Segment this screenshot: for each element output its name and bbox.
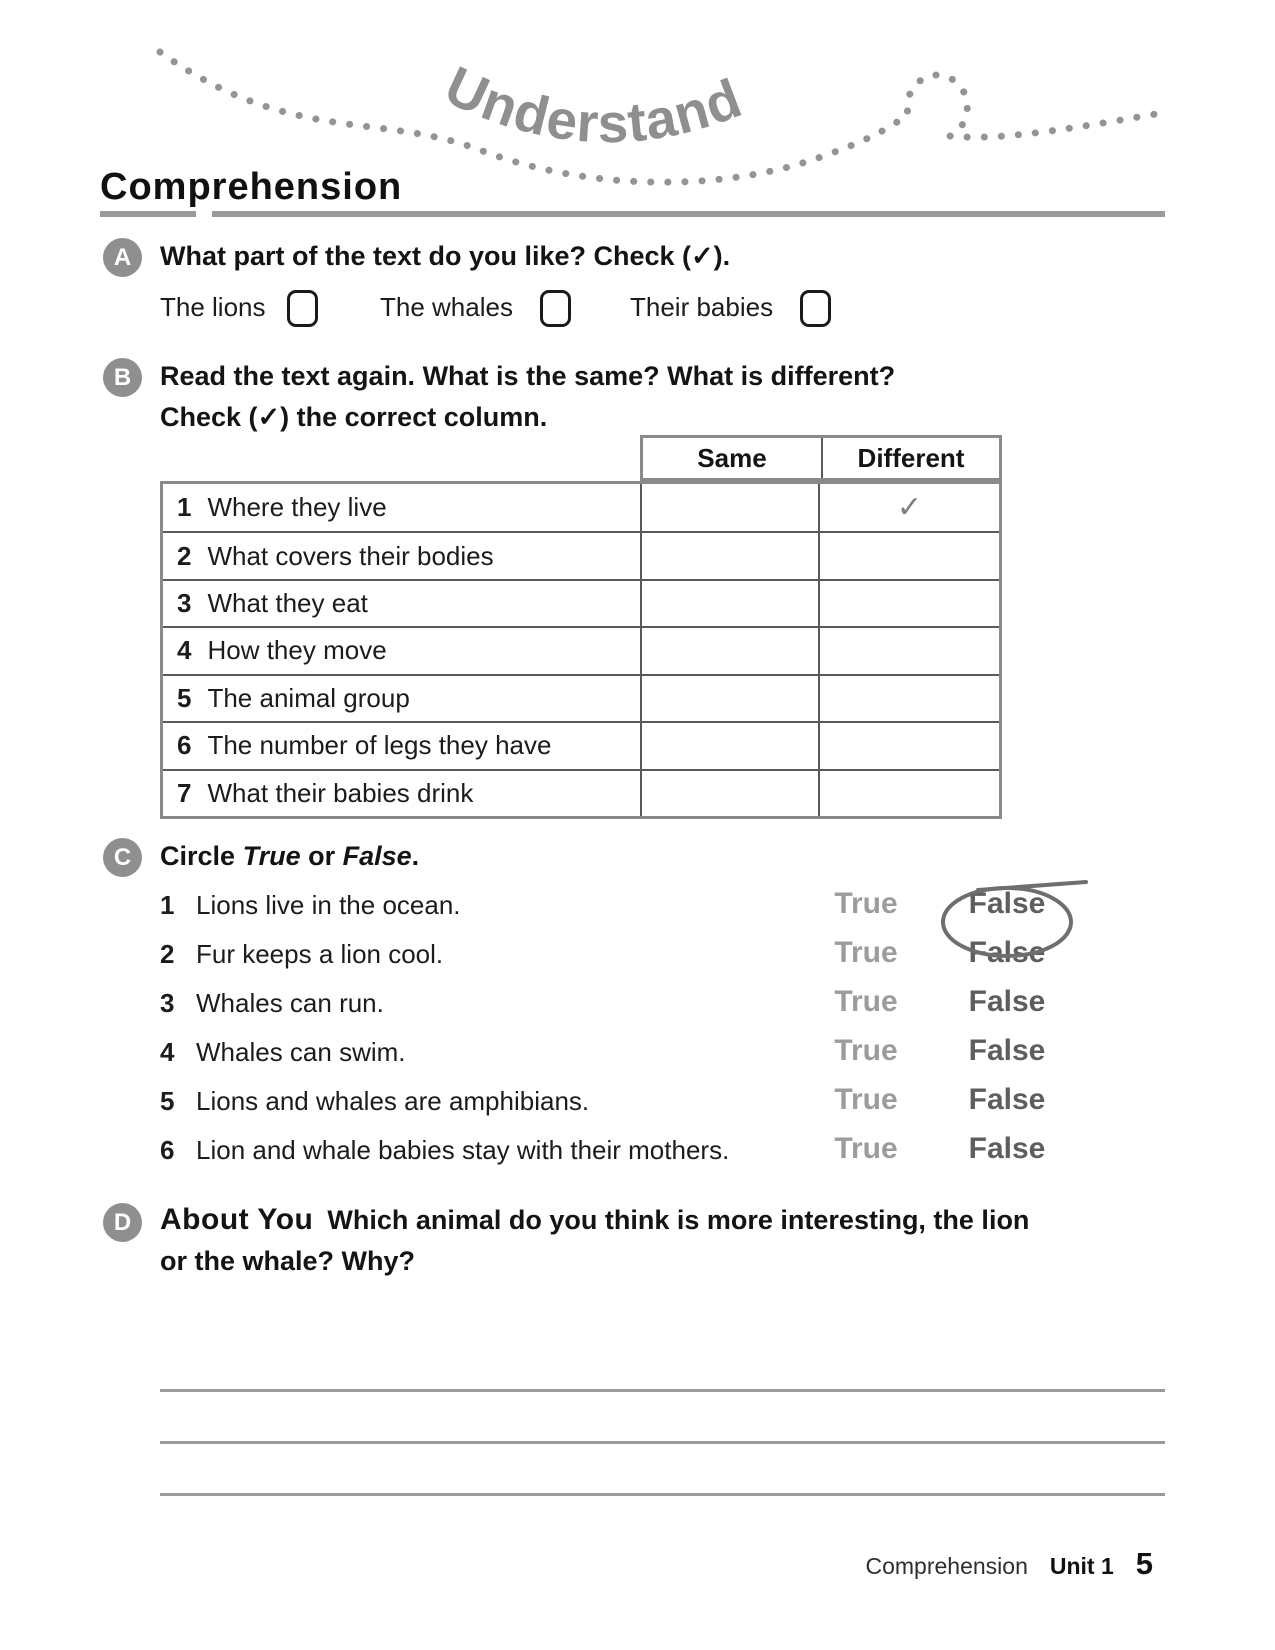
row-label bbox=[163, 723, 640, 768]
true-option-4[interactable]: True bbox=[834, 1034, 898, 1067]
table-row bbox=[163, 484, 999, 531]
true-option-3[interactable]: True bbox=[834, 985, 898, 1018]
tf-item-number: 6 bbox=[160, 1135, 175, 1165]
section-d-prompt-line1 bbox=[160, 1203, 1029, 1237]
cell-same-2[interactable] bbox=[640, 533, 818, 578]
row-number: 1 bbox=[177, 492, 192, 523]
row-number: 5 bbox=[177, 682, 192, 713]
tf-item-number: 4 bbox=[160, 1037, 175, 1067]
section-a-prompt: What part of the text do you like? Check (✓). bbox=[160, 241, 731, 271]
row-label bbox=[163, 581, 640, 626]
cell-different-5[interactable] bbox=[818, 676, 999, 721]
option-label-the-whales: The whales bbox=[380, 292, 513, 322]
checkbox-the-lions[interactable] bbox=[287, 290, 318, 327]
svg-text:Understand bbox=[436, 54, 750, 155]
section-b-prompt-line1: Read the text again. What is the same? What is different? bbox=[160, 361, 896, 391]
table-row bbox=[163, 531, 999, 578]
about-you-title: About You bbox=[160, 1203, 314, 1236]
table-column-same: Same bbox=[697, 442, 767, 473]
cell-different-4[interactable] bbox=[818, 628, 999, 673]
cell-different-6[interactable] bbox=[818, 723, 999, 768]
tf-item-text: Whales can swim. bbox=[196, 1037, 406, 1067]
tf-item-number: 1 bbox=[160, 890, 175, 920]
cell-same-1[interactable] bbox=[640, 484, 818, 531]
section-c-prompt bbox=[160, 841, 419, 872]
row-label bbox=[163, 628, 640, 673]
table-row bbox=[163, 579, 999, 626]
cell-different-1[interactable]: ✓ bbox=[818, 484, 999, 531]
table-row bbox=[163, 674, 999, 721]
true-option-5[interactable]: True bbox=[834, 1083, 898, 1116]
row-text: How they move bbox=[207, 635, 387, 666]
table-column-different: Different bbox=[821, 438, 999, 478]
section-b-prompt-line2: Check (✓) the correct column. bbox=[160, 402, 548, 432]
option-label-their-babies: Their babies bbox=[630, 292, 774, 322]
section-a-badge: A bbox=[103, 238, 142, 277]
tf-item-text: Lion and whale babies stay with their mothers. bbox=[196, 1135, 730, 1165]
true-option-6[interactable]: True bbox=[834, 1132, 898, 1165]
page-title: Comprehension bbox=[100, 166, 403, 208]
title-underline-left bbox=[100, 211, 196, 217]
row-number: 3 bbox=[177, 588, 192, 619]
title-underline-right bbox=[212, 211, 1165, 217]
false-option-3[interactable]: False bbox=[968, 985, 1046, 1018]
page-footer bbox=[865, 1546, 1153, 1582]
row-number: 2 bbox=[177, 540, 192, 571]
tf-item-number: 5 bbox=[160, 1086, 175, 1116]
row-text: Where they live bbox=[207, 492, 387, 523]
footer-page-number: 5 bbox=[1135, 1546, 1153, 1581]
row-label bbox=[163, 533, 640, 578]
row-text: The animal group bbox=[207, 682, 410, 713]
answer-line-1[interactable] bbox=[160, 1389, 1165, 1392]
cell-same-3[interactable] bbox=[640, 581, 818, 626]
false-option-4[interactable]: False bbox=[968, 1034, 1046, 1067]
answer-line-2[interactable] bbox=[160, 1441, 1165, 1444]
section-d-question-part1: Which animal do you think is more interesting, the lion bbox=[327, 1205, 1030, 1235]
row-number: 7 bbox=[177, 777, 192, 808]
tf-item-number: 2 bbox=[160, 939, 175, 969]
heading-or: or bbox=[308, 841, 336, 871]
tf-item-text: Lions and whales are amphibians. bbox=[196, 1086, 590, 1116]
row-text: What covers their bodies bbox=[207, 540, 494, 571]
false-option-5[interactable]: False bbox=[968, 1083, 1046, 1116]
cell-different-3[interactable] bbox=[818, 581, 999, 626]
table-row bbox=[163, 626, 999, 673]
false-option-6[interactable]: False bbox=[968, 1132, 1046, 1165]
row-text: What they eat bbox=[207, 588, 368, 619]
footer-section-label: Comprehension bbox=[865, 1553, 1028, 1579]
tf-item-text: Lions live in the ocean. bbox=[196, 890, 461, 920]
table-row bbox=[163, 721, 999, 768]
heading-circle: Circle bbox=[160, 841, 236, 871]
row-label bbox=[163, 771, 640, 816]
section-d-badge: D bbox=[103, 1203, 142, 1242]
row-number: 6 bbox=[177, 730, 192, 761]
row-text: The number of legs they have bbox=[207, 730, 552, 761]
cell-same-5[interactable] bbox=[640, 676, 818, 721]
answer-circle-annotation bbox=[928, 874, 1098, 966]
cell-different-2[interactable] bbox=[818, 533, 999, 578]
row-label bbox=[163, 484, 640, 531]
row-number: 4 bbox=[177, 635, 192, 666]
checkbox-their-babies[interactable] bbox=[800, 290, 831, 327]
comparison-table bbox=[160, 481, 1002, 819]
heading-false: False bbox=[342, 841, 412, 871]
table-row bbox=[163, 769, 999, 816]
section-d-prompt-line2: or the whale? Why? bbox=[160, 1246, 416, 1276]
row-text: What their babies drink bbox=[207, 777, 474, 808]
footer-unit-label: Unit 1 bbox=[1049, 1553, 1114, 1579]
answer-line-3[interactable] bbox=[160, 1493, 1165, 1496]
cell-same-6[interactable] bbox=[640, 723, 818, 768]
row-label bbox=[163, 676, 640, 721]
cell-same-7[interactable] bbox=[640, 771, 818, 816]
heading-period: . bbox=[411, 841, 420, 871]
true-option-1[interactable]: True bbox=[834, 887, 898, 920]
cell-different-7[interactable] bbox=[818, 771, 999, 816]
tf-item-text: Fur keeps a lion cool. bbox=[196, 939, 444, 969]
tf-item-number: 3 bbox=[160, 988, 175, 1018]
checkbox-the-whales[interactable] bbox=[540, 290, 571, 327]
heading-true: True bbox=[242, 841, 301, 871]
true-option-2[interactable]: True bbox=[834, 936, 898, 969]
table-header bbox=[640, 435, 1002, 481]
section-c-badge: C bbox=[103, 838, 142, 877]
understand-arc-label: Understand bbox=[436, 53, 751, 155]
section-b-badge: B bbox=[103, 358, 142, 397]
false-option-2[interactable]: False bbox=[968, 936, 1046, 969]
option-label-the-lions: The lions bbox=[160, 292, 266, 322]
tf-item-text: Whales can run. bbox=[196, 988, 384, 1018]
cell-same-4[interactable] bbox=[640, 628, 818, 673]
false-option-1[interactable]: False bbox=[968, 887, 1046, 920]
